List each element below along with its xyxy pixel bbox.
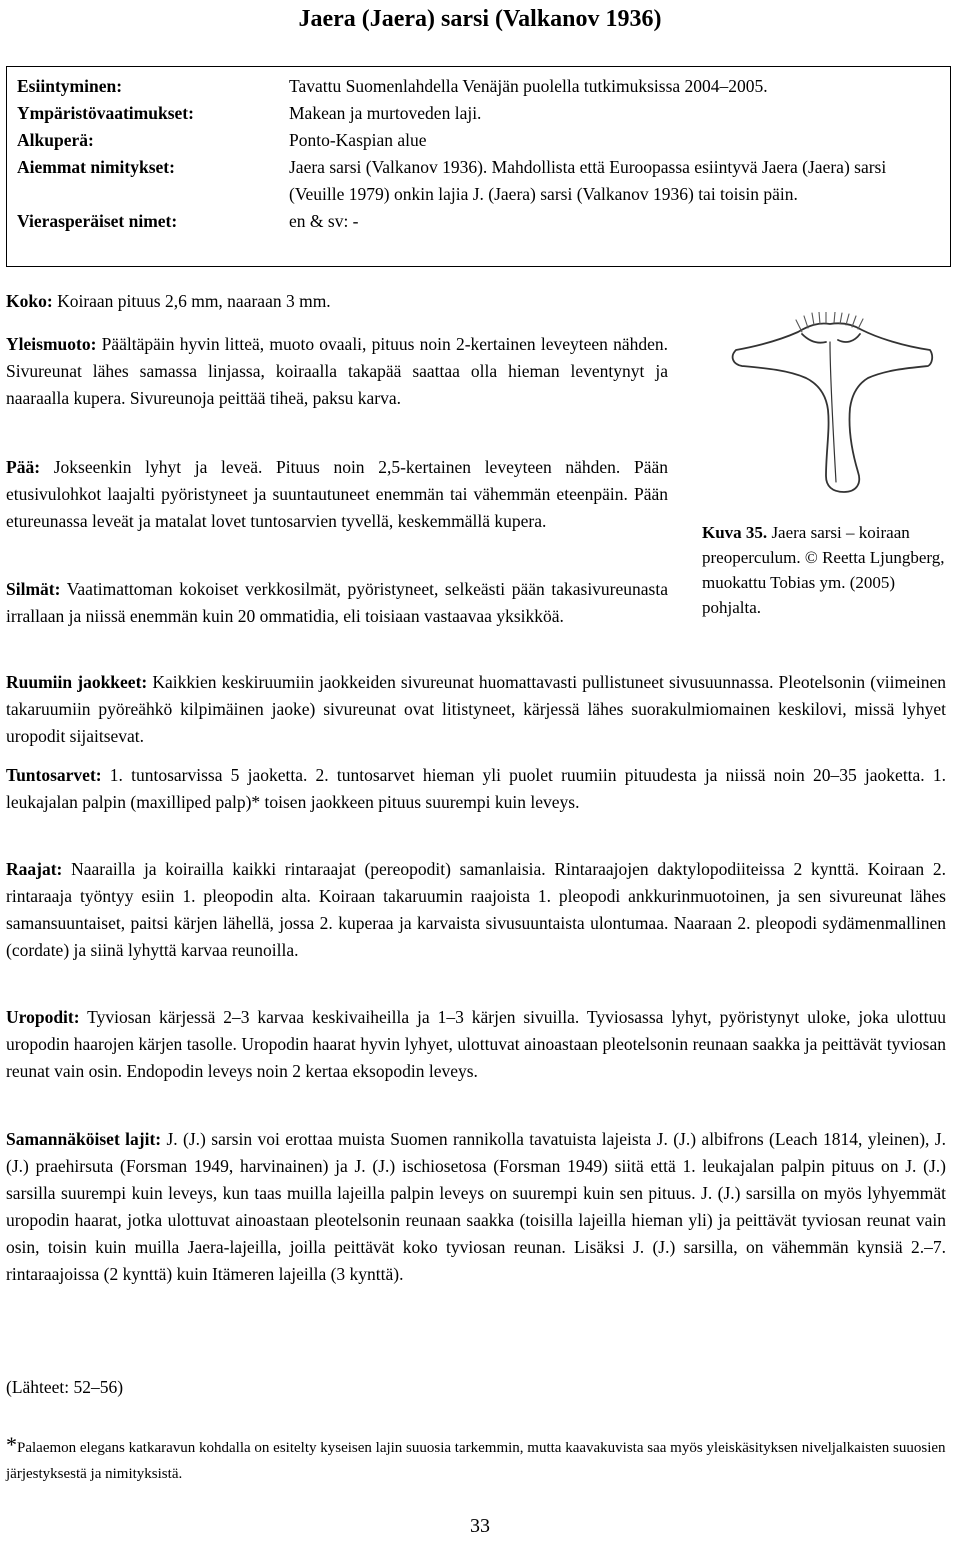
section-samannakoiset <box>6 1126 946 1288</box>
section-raajat <box>6 856 946 964</box>
section-text: 1. tuntosarvissa 5 jaoketta. 2. tuntosarvet hieman yli puolet ruumiin pituudesta ja niissä noin 20–35 jaoketta. 1. leukajalan palpin (maxilliped palp)* toisen jaokkeen pituus suurempi kuin leveys. <box>6 765 946 812</box>
section-tuntosarvet <box>6 762 946 816</box>
page-title: Jaera (Jaera) sarsi (Valkanov 1936) <box>298 6 662 32</box>
footnote <box>6 1432 946 1487</box>
footnote-text: Palaemon elegans katkaravun kohdalla on esitelty kyseisen lajin suuosia tarkemmin, mutta kaavakuvista saa myös yleiskäsityksen niveljalkaisten suuosien järjestyksestä ja nimityksistä. <box>6 1440 946 1482</box>
info-row-alkupera <box>17 127 950 154</box>
info-value: Makean ja murtoveden laji. <box>289 103 482 123</box>
info-value: Tavattu Suomenlahdella Venäjän puolella tutkimuksissa 2004–2005. <box>289 76 768 96</box>
info-row-aiemmat <box>17 154 950 208</box>
info-row-esiintyminen <box>17 73 950 100</box>
preoperculum-figure <box>718 312 958 512</box>
section-ruumiin-jaokkeet <box>6 669 946 750</box>
section-koko <box>6 288 668 315</box>
section-silmat <box>6 576 668 630</box>
sources: (Lähteet: 52–56) <box>6 1377 124 1397</box>
section-label: Ruumiin jaokkeet: <box>6 672 148 692</box>
info-value: en & sv: - <box>289 211 359 231</box>
section-label: Silmät: <box>6 579 61 599</box>
section-text: Jokseenkin lyhyt ja leveä. Pituus noin 2,5-kertainen leveyteen nähden. Pään etusivulohkot laajalti pyöristyneet ja suuntautuneet enemmän tai vähemmän eteenpäin. Pään etureunassa leveät ja matalat lovet tuntosarvien tyvellä, keskemmällä kupera. <box>6 457 668 531</box>
section-paa <box>6 454 668 535</box>
section-text: Kaikkien keskiruumiin jaokkeiden sivureunat huomattavasti pullistuneet sivusuunnassa. Pleotelsonin (viimeinen takaruumiin pyöreähkö kilpimäinen jaoke) sivureunat ovat litistyneet, kärjessä lähes suorakulmiomainen keskilovi, missä lyhyet uropodit sijaitsevat. <box>6 672 946 746</box>
section-text: Vaatimattoman kokoiset verkkosilmät, pyöristyneet, selkeästi pään takasivureunasta irrallaan ja niissä enemmän kuin 20 ommatidia, eli toisiaan vastaavaa yksikköä. <box>6 579 668 626</box>
info-row-ymparisto <box>17 100 950 127</box>
figure-caption <box>702 520 952 620</box>
section-text: Päältäpäin hyvin litteä, muoto ovaali, pituus noin 2-kertainen leveyteen nähden. Sivureunat lähes samassa linjassa, koiraalla takapää saattaa olla hieman leventynyt ja naaraalla kupera. Sivureunoja peittää tiheä, paksu karva. <box>6 334 668 408</box>
info-label: Esiintyminen: <box>17 76 123 96</box>
footnote-marker: * <box>6 1432 17 1457</box>
section-label: Yleismuoto: <box>6 334 97 354</box>
section-label: Koko: <box>6 291 53 311</box>
preoperculum-drawing <box>718 312 958 512</box>
section-label: Pää: <box>6 457 41 477</box>
info-value: Jaera sarsi (Valkanov 1936). Mahdollista että Euroopassa esiintyvä Jaera (Jaera) sarsi (Veuille 1979) onkin lajia J. (Jaera) sarsi (Valkanov 1936) tai toisin päin. <box>289 157 887 204</box>
info-row-vierasperaiset <box>17 208 950 235</box>
info-label: Vierasperäiset nimet: <box>17 211 178 231</box>
section-label: Uropodit: <box>6 1007 80 1027</box>
info-label: Aiemmat nimitykset: <box>17 157 175 177</box>
page-number: 33 <box>470 1515 490 1537</box>
section-text: Koiraan pituus 2,6 mm, naaraan 3 mm. <box>52 291 331 311</box>
section-text: Tyviosan kärjessä 2–3 karvaa keskivaiheilla ja 1–3 kärjen sivuilla. Tyviosassa lyhyt, pyöristynyt uloke, joka ulottuu uropodin haarojen kärjen tasolle. Uropodin haarat hyvin lyhyet, ulottuvat ainoastaan pleotelsonin reunaan saakka ja peittävät tyviosan reunat vain osin. Endopodin leveys noin 2 kertaa eksopodin leveys. <box>6 1007 946 1081</box>
info-box <box>6 66 951 267</box>
section-text: Naarailla ja koirailla kaikki rintaraajat (pereopodit) samanlaisia. Rintaraajojen daktylopodiiteissa 2 kynttä. Koiraan 2. rintaraaja työntyy esiin 1. pleopodin alta. Koiraan takaruumin raajoista 1. pleopodi ankkurinmuotoinen, ja sen sivureunat lähes samansuuntaiset, paitsi kärjen lähellä, jossa 2. kuperaa ja karvaista sivusuuntaista ulontumaa. Naaraan 2. pleopodi sydämenmallinen (cordate) ja siinä lyhyttä karvaa reunoilla. <box>6 859 946 960</box>
figure-label: Kuva 35. <box>702 523 768 542</box>
info-label: Alkuperä: <box>17 130 94 150</box>
section-text: J. (J.) sarsin voi erottaa muista Suomen rannikolla tavatuista lajeista J. (J.) albifrons (Leach 1814, yleinen), J. (J.) praehirsuta (Forsman 1949, harvinainen) ja J. (J.) ischiosetosa (Forsman 1949) siitä että 1. leukajalan palpin pituus on J. (J.) sarsilla suurempi kuin leveys, kun taas muilla lajeilla palpin leveys on suurempi kuin sen pituus. J. (J.) sarsilla on myös lyhyemmät uropodin haarat, jotka ulottuvat ainoastaan pleotelsonin reunaan saakka (toisilla lajeilla hieman yli) ja peittävät tyviosan reunat vain osin, toisin kuin muilla Jaera-lajeilla, joilla peittävät koko tyviosan reunan. Lisäksi J. (J.) sarsilla, on vähemmän kynsiä 2.–7. rintaraajoissa (2 kynttä) kuin Itämeren lajeilla (3 kynttä). <box>6 1129 946 1284</box>
figure-caption-text: Jaera sarsi – koiraan preoperculum. © Reetta Ljungberg, muokattu Tobias ym. (2005) pohjalta. <box>702 523 945 617</box>
section-label: Raajat: <box>6 859 63 879</box>
section-label: Samannäköiset lajit: <box>6 1129 162 1149</box>
info-value: Ponto-Kaspian alue <box>289 130 427 150</box>
section-uropodit <box>6 1004 946 1085</box>
info-label: Ympäristövaatimukset: <box>17 103 194 123</box>
section-label: Tuntosarvet: <box>6 765 102 785</box>
section-yleismuoto <box>6 331 668 412</box>
